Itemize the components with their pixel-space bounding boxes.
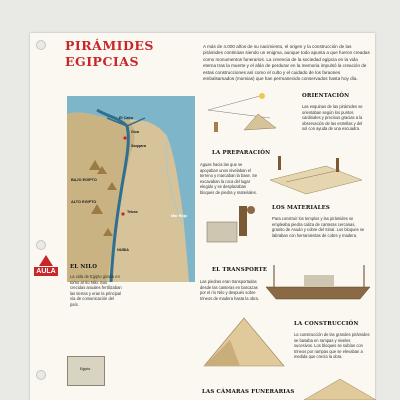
map-label-nubia: NUBIA <box>117 248 130 252</box>
intro-paragraph: A más de 4.000 años de su nacimiento, el origen y la construcción de las pirámides continúan siendo un enigma, aunque todo apunta a que fueron creadas como monumentos funerarios. La creencia de la sociedad egipcia en la vida eterna tras la muerte y el afán de perdurar en la memoria impulsó la creación de estas construcciones así como el culto y el cuidado de los faraones embalsamados (momias) que han permanecido conservados hasta hoy día. <box>203 44 370 82</box>
aula-logo-triangle <box>39 255 53 266</box>
map-label-giza: Giza <box>131 130 140 134</box>
text-materiales: Para construir los templos y las pirámides se empleaba piedra caliza de canteras cercanas, granito de Asuán y cobre del Sinaí. Los bloques se labraban con herramientas de cobre y madera. <box>272 216 365 238</box>
map-label-mar-rojo: Mar Rojo <box>171 214 188 218</box>
heading-preparacion: LA PREPARACIÓN <box>212 150 271 156</box>
map-label-alto-egipto: ALTO EGIPTO <box>71 200 97 204</box>
text-preparacion: Aguas hacia las que se apoyaban unos nivelaban el terreno y marcaban la base. Se excavaban la roca del lugar elegido y se desplazaban bloques de piedra y materiales. <box>200 162 258 195</box>
map-label-bajo-egipto: BAJO EGIPTO <box>71 178 97 182</box>
illustration-transporte <box>264 263 372 303</box>
text-construccion: La construcción de las grandes pirámides se basaba en rampas y niveles sucesivos. Los bloques se subían con trineos por rampas que se elevaban a medida que crecía la obra. <box>294 332 370 360</box>
binder-hole <box>36 370 46 380</box>
heading-transporte: EL TRANSPORTE <box>212 267 268 273</box>
map-label-tebas: Tebas <box>127 210 138 214</box>
map-label-cairo: El Cairo <box>119 116 134 120</box>
egypt-map-drawing <box>67 96 195 282</box>
text-transporte: Las piedras eran transportadas desde las canteras en barcazas por el río Nilo y después sobre trineos de madera hasta la obra. <box>200 279 259 301</box>
heading-camaras-funerarias: LAS CÁMARAS FUNERARIAS <box>202 389 295 395</box>
heading-materiales: LOS MATERIALES <box>272 205 331 211</box>
egypt-map <box>67 96 195 282</box>
text-orientacion: Las esquinas de las pirámides se orientaban según los puntos cardinales y precisos gracias a la observación de las estrellas y del sol con ayuda de una escuadra. <box>302 104 363 132</box>
aula-logo <box>34 255 58 276</box>
map-label-saqqara: Saqqara <box>131 144 146 148</box>
inset-label: Egipto <box>80 367 91 371</box>
heading-orientacion: ORIENTACIÓN <box>302 93 350 99</box>
aula-logo-text: AULA <box>34 267 58 276</box>
poster-title: PIRÁMIDES EGIPCIAS <box>65 38 154 70</box>
illustration-camaras <box>224 379 376 400</box>
heading-construccion: LA CONSTRUCCIÓN <box>294 321 359 327</box>
heading-el-nilo: EL NILO <box>70 264 98 270</box>
illustration-orientacion <box>200 82 290 140</box>
location-inset-map <box>67 356 105 386</box>
binder-hole <box>36 240 46 250</box>
illustration-preparacion <box>266 150 366 196</box>
binder-holes <box>34 40 48 380</box>
illustration-construccion <box>200 310 288 370</box>
illustration-materiales <box>203 200 265 252</box>
binder-hole <box>36 40 46 50</box>
text-el-nilo: La vida de Egipto giraba en torno al río Nilo. Sus crecidas anuales fertilizaban las tierras y eran la principal vía de comunicación del país. <box>70 274 122 307</box>
